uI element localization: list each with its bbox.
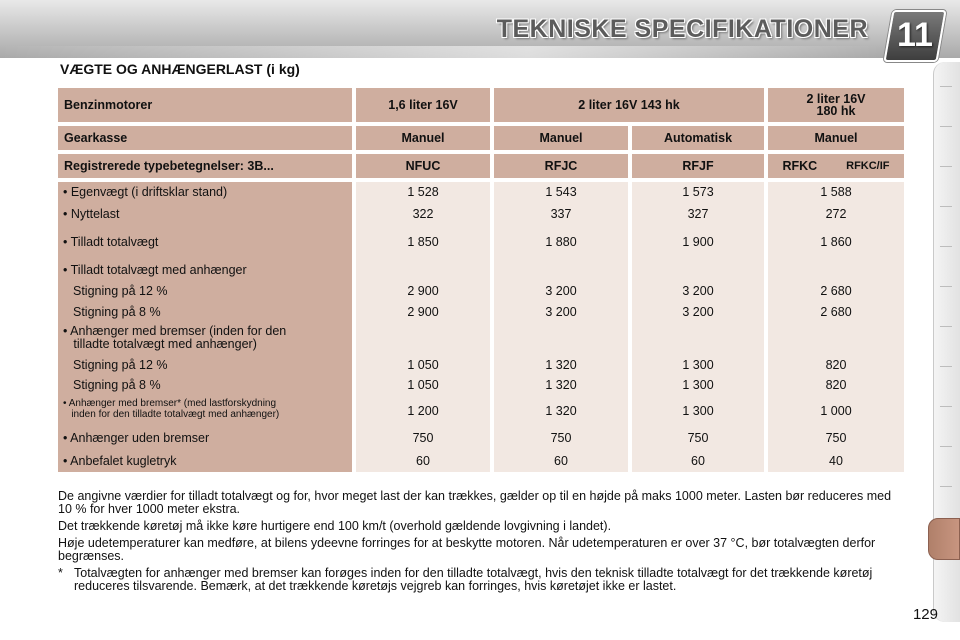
index-tick [940, 206, 952, 207]
engine-2: 2 liter 16V 143 hk [494, 88, 764, 122]
gearbox-2: Manuel [494, 126, 628, 150]
row-label: Stigning på 8 % [73, 305, 161, 319]
body-column-2 [494, 182, 628, 472]
section-title: VÆGTE OG ANHÆNGERLAST (i kg) [60, 61, 300, 77]
cell-value: 327 [687, 207, 709, 221]
note-temperature: Høje udetemperaturer kan medføre, at bilens ydeevne forringes for at beskytte motoren. Når udetemperaturen er over 37 °C, bør totalvægten derfor begrænses. [58, 536, 876, 563]
index-tick [940, 486, 952, 487]
row-label: Stigning på 8 % [73, 378, 161, 392]
body-column-1 [356, 182, 490, 472]
body-column-4 [768, 182, 904, 472]
cell-value: 2 900 [407, 305, 439, 319]
cell-value: 1 300 [682, 404, 714, 418]
type-label: Registrerede typebetegnelser: 3B... [58, 154, 352, 178]
cell-value: 322 [412, 207, 434, 221]
index-tick [940, 326, 952, 327]
cell-value: 750 [550, 431, 572, 445]
notes [58, 490, 908, 593]
cell-value: 60 [554, 454, 568, 468]
footnote-mark: * [58, 566, 63, 580]
cell-value: 3 200 [545, 305, 577, 319]
header-shine [0, 46, 880, 58]
cell-value: 1 588 [820, 185, 852, 199]
footnote-text: Totalvægten for anhænger med bremser kan forøges inden for den tilladte totalvægt, hvis den teknisk tilladte totalvægt for det trækkende køretøj reduceres tilsvarende. Bemærk, at det trækkende køretøjs vejgreb kan forringes, hvis køretøjet ikke er lastet. [74, 566, 873, 593]
cell-value: 750 [825, 431, 847, 445]
index-tick [940, 446, 952, 447]
gearbox-label: Gearkasse [58, 126, 352, 150]
cell-value: 60 [416, 454, 430, 468]
index-tick [940, 166, 952, 167]
cell-value: 1 543 [545, 185, 577, 199]
chapter-tab-active [928, 518, 960, 560]
cell-value: 2 680 [820, 305, 852, 319]
engine-label: Benzinmotorer [58, 88, 352, 122]
index-tick [940, 406, 952, 407]
type-3: RFJF [632, 154, 764, 178]
row-label: • Anhænger med bremser* (med lastforskydning inden for den tilladte totalvægt med anhænger) [63, 398, 280, 420]
cell-value: 1 320 [545, 404, 577, 418]
cell-value: 820 [825, 378, 847, 392]
type-2: RFJC [494, 154, 628, 178]
cell-value: 820 [825, 358, 847, 372]
body-column-3 [632, 182, 764, 472]
cell-value: 3 200 [545, 284, 577, 298]
type-1: NFUC [356, 154, 490, 178]
gearbox-1: Manuel [356, 126, 490, 150]
note-altitude: De angivne værdier for tilladt totalvægt og for, hvor meget last der kan trækkes, gælder op til en højde på maks 1000 meter. Lasten bør reduceres med 10 % for hver 1000 meter ekstra. [58, 489, 892, 516]
cell-value: 750 [687, 431, 709, 445]
index-tick [940, 366, 952, 367]
page-number: 129 [912, 606, 938, 623]
cell-value: 1 000 [820, 404, 852, 418]
row-label: Stigning på 12 % [73, 284, 168, 298]
cell-value: 1 300 [682, 358, 714, 372]
cell-value: 40 [829, 454, 843, 468]
row-label: • Tilladt totalvægt med anhænger [63, 263, 247, 277]
cell-value: 1 050 [407, 378, 439, 392]
cell-value: 1 320 [545, 358, 577, 372]
row-label: • Anhænger med bremser (inden for den tilladte totalvægt med anhænger) [63, 324, 287, 351]
index-tick [940, 286, 952, 287]
cell-value: 1 900 [682, 235, 714, 249]
note-footnote [58, 567, 908, 593]
row-label: • Nyttelast [63, 207, 120, 221]
cell-value: 2 680 [820, 284, 852, 298]
cell-value: 3 200 [682, 305, 714, 319]
index-tick [940, 246, 952, 247]
note-speed: Det trækkende køretøj må ikke køre hurtigere end 100 km/t (overhold gældende lovgivning i landet). [58, 519, 612, 533]
cell-value: 1 528 [407, 185, 439, 199]
row-label: • Anhænger uden bremser [63, 431, 210, 445]
gearbox-3: Automatisk [632, 126, 764, 150]
type-4b: RFKC/IF [846, 160, 890, 172]
cell-value: 1 320 [545, 378, 577, 392]
cell-value: 272 [825, 207, 847, 221]
row-label: • Egenvægt (i driftsklar stand) [63, 185, 228, 199]
cell-value: 2 900 [407, 284, 439, 298]
gearbox-4: Manuel [768, 126, 904, 150]
header-title: TEKNISKE SPECIFIKATIONER [496, 15, 868, 43]
row-label: • Anbefalet kugletryk [63, 454, 177, 468]
cell-value: 337 [550, 207, 572, 221]
cell-value: 1 573 [682, 185, 714, 199]
row-label: Stigning på 12 % [73, 358, 168, 372]
cell-value: 3 200 [682, 284, 714, 298]
row-label: • Tilladt totalvægt [63, 235, 159, 249]
index-tick [940, 86, 952, 87]
cell-value: 60 [691, 454, 705, 468]
cell-value: 1 300 [682, 378, 714, 392]
cell-value: 1 050 [407, 358, 439, 372]
cell-value: 1 850 [407, 235, 439, 249]
engine-3: 2 liter 16V 180 hk [768, 88, 904, 122]
index-tick [940, 126, 952, 127]
cell-value: 1 860 [820, 235, 852, 249]
cell-value: 750 [412, 431, 434, 445]
type-4 [768, 154, 904, 178]
type-4a: RFKC [782, 159, 818, 173]
cell-value: 1 880 [545, 235, 577, 249]
chapter-number: 11 [897, 16, 933, 54]
cell-value: 1 200 [407, 404, 439, 418]
engine-1: 1,6 liter 16V [356, 88, 490, 122]
